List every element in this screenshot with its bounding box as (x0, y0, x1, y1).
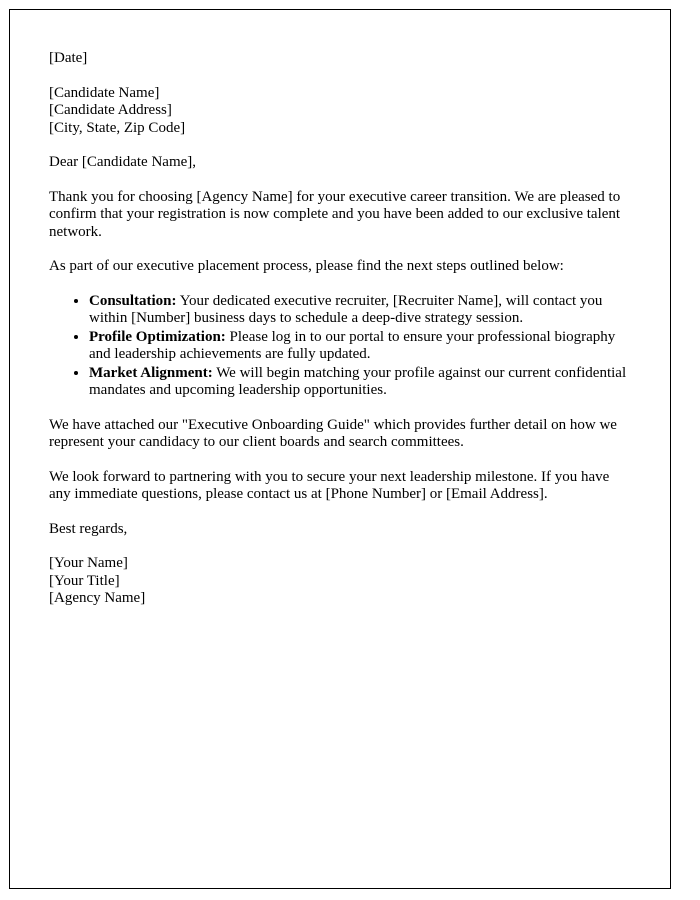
bullet-label: Market Alignment: (89, 364, 213, 381)
letter-page (9, 9, 671, 889)
bullet-label: Consultation: (89, 292, 177, 309)
bullet-text: We will begin matching your profile against our current confidential mandates and upcoming leadership opportunities. (89, 364, 627, 398)
date-line: [Date] (49, 50, 88, 66)
signature-title: [Your Title] (49, 572, 120, 589)
paragraph-intro: Thank you for choosing [Agency Name] for your executive career transition. We are pleased to confirm that your registration is now complete and you have been added to our exclusive talent network. (49, 188, 621, 240)
bullet-text: Your dedicated executive recruiter, [Recruiter Name], will contact you within [Number] business days to schedule a deep-dive strategy session. (89, 292, 603, 326)
bullet-label: Profile Optimization: (89, 328, 226, 345)
signature-agency: [Agency Name] (49, 590, 146, 606)
signature-name: [Your Name] (49, 555, 128, 571)
signature-block (49, 555, 630, 608)
recipient-city-state-zip: [City, State, Zip Code] (49, 119, 186, 136)
paragraph-next-steps: As part of our executive placement process, please find the next steps outlined below: (49, 258, 564, 274)
recipient-name: [Candidate Name] (49, 84, 160, 101)
paragraph-attachment: We have attached our "Executive Onboarding Guide" which provides further detail on how we represent your candidacy to our client boards and search committees. (49, 416, 617, 450)
recipient-block (49, 85, 630, 138)
list-item (89, 329, 630, 364)
salutation: Dear [Candidate Name], (49, 154, 197, 170)
paragraph-closing: We look forward to partnering with you to secure your next leadership milestone. If you have any immediate questions, please contact us at [Phone Number] or [Email Address]. (49, 468, 610, 502)
list-item (89, 293, 630, 328)
letter-content (10, 10, 670, 608)
valediction: Best regards, (49, 520, 128, 537)
list-item (89, 365, 630, 400)
recipient-address: [Candidate Address] (49, 102, 172, 118)
bullet-text: Please log in to our portal to ensure your professional biography and leadership achievements are fully updated. (89, 328, 616, 362)
next-steps-list (49, 293, 630, 400)
